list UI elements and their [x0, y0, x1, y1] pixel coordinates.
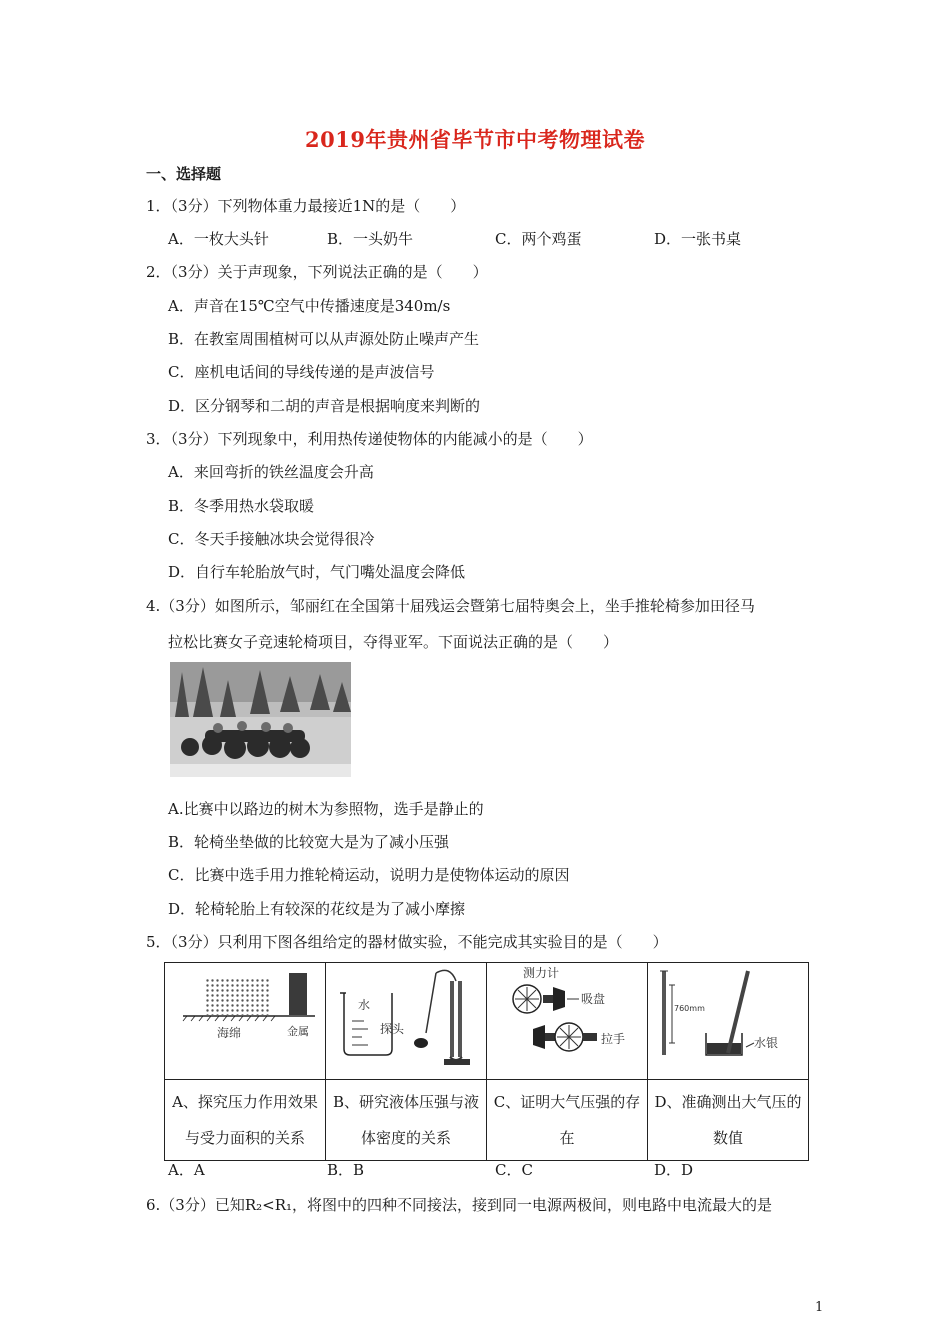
question-4-stem-line-1: 4.（3分）如图所示，邹丽红在全国第十届残运会暨第七届特奥会上，坐手推轮椅参加田径马	[146, 597, 755, 615]
question-6-stem: 6.（3分）已知R₂<R₁，将图中的四种不同接法，接到同一电源两极间，则电路中电流最大的是	[146, 1196, 773, 1214]
wheelchair-race-photo	[170, 662, 351, 777]
question-3-option-b: B．冬季用热水袋取暖	[168, 497, 315, 515]
question-3-option-a: A．来回弯折的铁丝温度会升高	[168, 463, 374, 481]
question-3-option-d: D．自行车轮胎放气时，气门嘴处温度会降低	[168, 563, 466, 581]
table-cell-text-d: D、准确测出大气压的数值	[648, 1080, 809, 1161]
table-cell-figure-b	[326, 963, 487, 1080]
question-4-option-b: B．轮椅坐垫做的比较宽大是为了减小压强	[168, 833, 450, 851]
question-2-option-d: D．区分钢琴和二胡的声音是根据响度来判断的	[168, 397, 481, 415]
question-5-stem: 5．（3分）只利用下图各组给定的器材做实验，不能完成其实验目的是（ ）	[146, 933, 668, 951]
table-cell-figure-c	[487, 963, 648, 1080]
question-3-stem: 3．（3分）下列现象中，利用热传递使物体的内能减小的是（ ）	[146, 430, 593, 448]
table-cell-text-c: C、证明大气压强的存在	[487, 1080, 648, 1161]
section-heading: 一、选择题	[146, 165, 222, 183]
question-4-stem-line-2: 拉松比赛女子竞速轮椅项目，夺得亚军。下面说法正确的是（ ）	[168, 633, 619, 651]
question-5-table	[164, 962, 809, 1161]
label-760mm: 760mm	[674, 1004, 705, 1013]
question-5-option-a: A．A	[168, 1161, 205, 1179]
page-title: 2019年贵州省毕节市中考物理试卷	[305, 127, 645, 152]
question-4-option-a: A.比赛中以路边的树木为参照物，选手是静止的	[168, 800, 484, 818]
question-1-option-d: D．一张书桌	[654, 230, 742, 248]
question-1-stem: 1．（3分）下列物体重力最接近1N的是（ ）	[146, 197, 466, 215]
label-suction-cup: 吸盘	[581, 992, 606, 1006]
question-3-option-c: C．冬天手接触冰块会觉得很冷	[168, 530, 375, 548]
question-2-option-b: B．在教室周围植树可以从声源处防止噪声产生	[168, 330, 480, 348]
table-cell-figure-a	[165, 963, 326, 1080]
question-5-option-c: C．C	[495, 1161, 533, 1179]
label-spring-scale: 测力计	[523, 966, 560, 980]
question-5-option-b: B．B	[327, 1161, 365, 1179]
label-metal: 金属	[287, 1025, 309, 1038]
page-number: 1	[815, 1300, 824, 1315]
question-1-option-c: C．两个鸡蛋	[495, 230, 582, 248]
label-handle: 拉手	[601, 1032, 626, 1046]
label-probe: 探头	[380, 1022, 405, 1036]
label-mercury: 水银	[754, 1036, 779, 1050]
question-4-option-d: D．轮椅轮胎上有较深的花纹是为了减小摩擦	[168, 900, 466, 918]
question-5-option-d: D．D	[654, 1161, 694, 1179]
table-cell-text-b: B、研究液体压强与液体密度的关系	[326, 1080, 487, 1161]
table-cell-figure-d	[648, 963, 809, 1080]
table-cell-text-a: A、探究压力作用效果与受力面积的关系	[165, 1080, 326, 1161]
question-2-option-a: A．声音在15℃空气中传播速度是340m/s	[168, 297, 451, 315]
label-water: 水	[358, 998, 371, 1012]
question-2-stem: 2．（3分）关于声现象，下列说法正确的是（ ）	[146, 263, 488, 281]
label-sponge: 海绵	[217, 1026, 242, 1040]
question-2-option-c: C．座机电话间的导线传递的是声波信号	[168, 363, 435, 381]
question-4-option-c: C．比赛中选手用力推轮椅运动，说明力是使物体运动的原因	[168, 866, 570, 884]
question-1-option-a: A．一枚大头针	[168, 230, 269, 248]
question-1-option-b: B．一头奶牛	[327, 230, 414, 248]
